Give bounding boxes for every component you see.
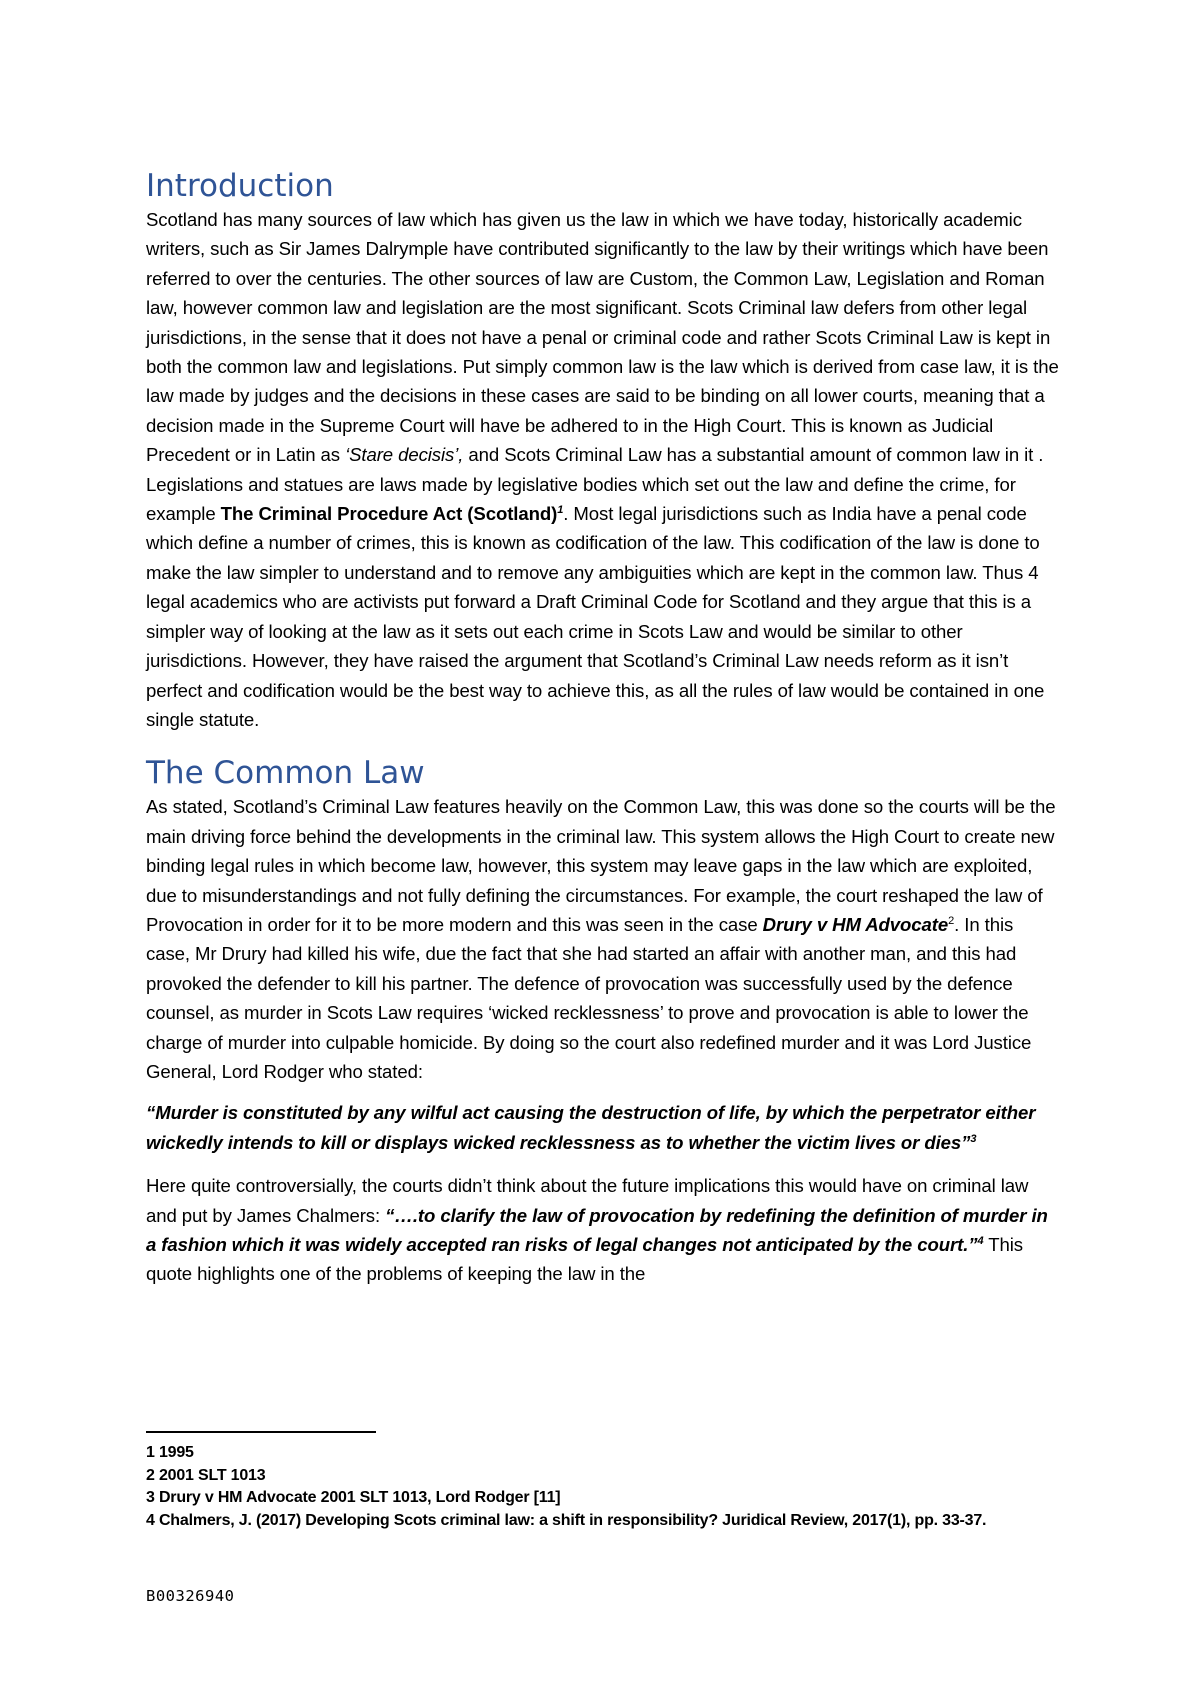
chalmers-quote: “….to clarify the law of provocation by redefining the definition of murder in a fashion which it was widely accepted ran risks of legal changes not anticipated by the court.”	[146, 1204, 1048, 1255]
case-citation: Drury v HM Advocate	[762, 913, 949, 935]
act-citation: The Criminal Procedure Act (Scotland)	[220, 503, 558, 525]
paragraph-introduction: Scotland has many sources of law which has given us the law in which we have today, historically academic writers, such as Sir James Dalrymple have contributed significantly to the law by their writings which have been referred to over the centuries. The other sources of law are Custom, the Common Law, Legislation and Roman law, however common law and legislation are the most significant. Scots Criminal law defers from other legal jurisdictions, in the sense that it does not have a penal or criminal code and rather Scots Criminal Law is kept in both the common law and legislations. Put simply common law is the law which is derived from case law, it is the law made by judges and the decisions in these cases are said to be binding on all lower courts, meaning that a decision made in the Supreme Court will have be adhered to in the High Court. This is known as Judicial Precedent or in Latin as ‘Stare decisis’, and Scots Criminal Law has a substantial amount of common law in it . Legislations and statues are laws made by legislative bodies which set out the law and define the crime, for example The Criminal Procedure Act (Scotland)$^1$. Most legal jurisdictions such as India have a penal code which define a number of crimes, this is known as codification of the law. This codification of the law is done to make the law simpler to understand and to remove any ambiguities which are kept in the common law. Thus 4 legal academics who are activists put forward a Draft Criminal Code for Scotland and they argue that this is a simpler way of looking at the law as it sets out each crime in Scots Law and would be similar to other jurisdictions. However, they have raised the argument that Scotland’s Criminal Law needs reform as it isn’t perfect and codification would be the best way to achieve this, as all the rules of law would be contained in one single statute.	[146, 209, 1059, 730]
footnote-1: 1 1995	[146, 1444, 194, 1461]
paragraph-chalmers: Here quite controversially, the courts didn’t think about the future implications this would have on criminal law and put by James Chalmers: “….to clarify the law of provocation by redefining the definition of murder in a fashion which it was widely accepted ran risks of legal changes not anticipated by the court.”$^4$ This quote highlights one of the problems of keeping the law in the	[146, 1175, 1048, 1285]
footnote-ref-3[interactable]: 3	[970, 1132, 977, 1145]
footnote-2: 2 2001 SLT 1013	[146, 1466, 266, 1484]
heading-introduction: Introduction	[146, 168, 334, 204]
footnote-ref-1[interactable]: 1	[557, 503, 564, 516]
footnotes	[146, 1442, 1061, 1532]
footnote-separator	[146, 1431, 376, 1433]
footnote-3: 3 Drury v HM Advocate 2001 SLT 1013, Lord Rodger [11]	[146, 1489, 561, 1506]
heading-common-law: The Common Law	[146, 755, 425, 792]
latin-term: ‘Stare decisis’,	[345, 444, 464, 466]
document-id: B00326940	[146, 1587, 235, 1605]
document-body	[146, 167, 1061, 1289]
footnote-4: 4 Chalmers, J. (2017) Developing Scots criminal law: a shift in responsibility? Juridical Review, 2017(1), pp. 33-37.	[146, 1511, 987, 1529]
paragraph-common-law: As stated, Scotland’s Criminal Law features heavily on the Common Law, this was done so the courts will be the main driving force behind the developments in the criminal law. This system allows the High Court to create new binding legal rules in which become law, however, this system may leave gaps in the law which are exploited, due to misunderstandings and not fully defining the circumstances. For example, the court reshaped the law of Provocation in order for it to be more modern and this was seen in the case Drury v HM Advocate$^2$. In this case, Mr Drury had killed his wife, due the fact that she had started an affair with another man, and this had provoked the defender to kill his partner. The defence of provocation was successfully used by the defence counsel, as murder in Scots Law requires ‘wicked recklessness’ to prove and provocation is able to lower the charge of murder into culpable homicide. By doing so the court also redefined murder and it was Lord Justice General, Lord Rodger who stated:	[146, 796, 1056, 1082]
block-quote-lord-rodger: “Murder is constituted by any wilful act causing the destruction of life, by which the perpetrator either wickedly intends to kill or displays wicked recklessness as to whether the victim lives or dies”$^3$	[146, 1102, 1036, 1153]
footnote-ref-4[interactable]: 4	[977, 1234, 984, 1247]
footnote-ref-2[interactable]: 2	[948, 914, 955, 927]
